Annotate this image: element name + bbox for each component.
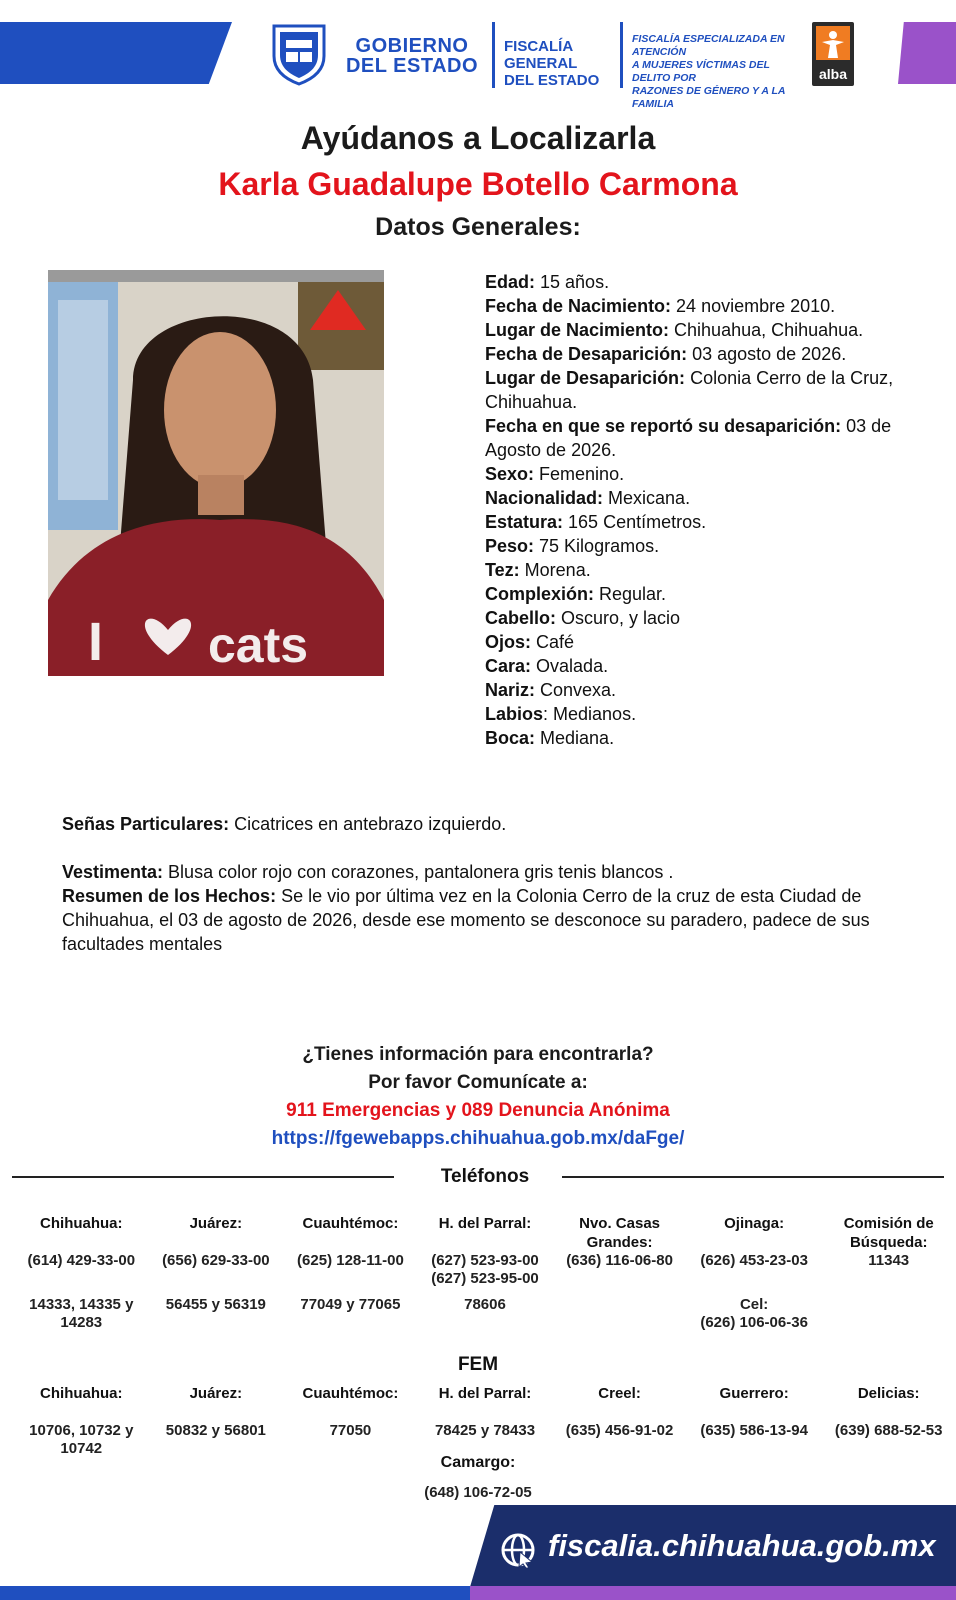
fem-logo-text [632, 33, 802, 111]
info-value: 75 Kilogramos. [534, 536, 660, 556]
table-cell: (636) 116-06-80 [566, 1252, 673, 1269]
info-row [485, 606, 940, 630]
table-cell: (635) 586-13-94 [700, 1422, 808, 1439]
senas-value: Cicatrices en antebrazo izquierdo. [229, 814, 507, 834]
table-header: Cuauhtémoc: [302, 1385, 399, 1402]
info-label: Fecha de Desaparición: [485, 344, 688, 364]
info-label: Cabello: [485, 608, 557, 628]
table-cell: 14333, 14335 y 14283 [29, 1296, 134, 1331]
info-label: Sexo: [485, 464, 535, 484]
info-value: 24 noviembre 2010. [671, 296, 836, 316]
header-divider [620, 22, 623, 88]
info-row [485, 726, 940, 750]
table-cell: (639) 688-52-53 [834, 1422, 943, 1439]
table-cell: (626) 453-23-03 [700, 1252, 808, 1269]
table-cell: 77049 y 77065 [300, 1296, 401, 1313]
info-row [485, 318, 940, 342]
info-row [485, 630, 940, 654]
info-row [485, 342, 940, 366]
portrait-illustration [48, 270, 384, 676]
report-url-link[interactable]: https://fgewebapps.chihuahua.gob.mx/daFge/ [271, 1128, 685, 1149]
divider-line [12, 1176, 394, 1178]
table-header: Comisión de Búsqueda: [843, 1215, 934, 1251]
info-row [485, 654, 940, 678]
info-label: Fecha de Nacimiento: [485, 296, 672, 316]
info-label: Boca: [485, 728, 536, 748]
header-purple-band [898, 22, 956, 84]
telefonos-table [14, 1214, 956, 1336]
table-cell: 78425 y 78433 [434, 1422, 536, 1439]
contact-question: ¿Tienes información para encontrarla? [302, 1044, 654, 1065]
general-data-list [485, 270, 940, 750]
resumen-label: Resumen de los Hechos: [62, 886, 277, 906]
senas-label: Señas Particulares: [62, 814, 230, 834]
contact-please: Por favor Comunícate a: [368, 1072, 588, 1093]
info-value: Mediana. [535, 728, 615, 748]
info-row [485, 270, 940, 294]
info-value: 15 años. [535, 272, 610, 292]
info-row [485, 534, 940, 558]
fiscalia-logo-text [504, 38, 614, 89]
info-value: Café [531, 632, 575, 652]
info-label: Peso: [485, 536, 535, 556]
table-cell: 50832 y 56801 [165, 1422, 266, 1439]
footer-website-link[interactable]: fiscalia.chihuahua.gob.mx [548, 1528, 936, 1563]
info-value: Mexicana. [603, 488, 691, 508]
table-header: Chihuahua: [40, 1215, 123, 1232]
table-cell: 77050 [329, 1422, 372, 1439]
table-header: Creel: [598, 1385, 641, 1402]
info-value: Femenino. [534, 464, 625, 484]
table-cell: 11343 [868, 1252, 910, 1269]
divider-line [562, 1176, 944, 1178]
info-row [485, 558, 940, 582]
info-label: Edad: [485, 272, 536, 292]
info-label: Nariz: [485, 680, 536, 700]
table-header: H. del Parral: [438, 1215, 532, 1232]
table-cell: (656) 629-33-00 [162, 1252, 270, 1269]
info-label: Complexión: [485, 584, 595, 604]
section-subtitle: Datos Generales: [375, 213, 581, 241]
info-label: Estatura: [485, 512, 564, 532]
fem-line3: RAZONES DE GÉNERO Y A LA FAMILIA [632, 85, 786, 110]
info-row [485, 582, 940, 606]
fiscalia-line2: DEL ESTADO [504, 72, 600, 89]
info-row [485, 678, 940, 702]
info-value: : Medianos. [543, 704, 637, 724]
info-value: 165 Centímetros. [563, 512, 707, 532]
info-value: Convexa. [535, 680, 617, 700]
info-value: Oscuro, y lacio [556, 608, 681, 628]
camargo-label: Camargo: [440, 1454, 516, 1471]
shirt-text-i: I [88, 612, 104, 672]
missing-person-name: Karla Guadalupe Botello Carmona [218, 166, 738, 202]
table-header: Juárez: [189, 1215, 243, 1232]
gobierno-logo-text [338, 36, 486, 76]
table-header: H. del Parral: [438, 1385, 532, 1402]
table-cell: (627) 523-93-00 (627) 523-95-00 [431, 1252, 539, 1287]
missing-person-photo [48, 270, 384, 676]
info-row [485, 486, 940, 510]
table-cell: (614) 429-33-00 [27, 1252, 136, 1269]
table-cell: 10706, 10732 y 10742 [29, 1422, 134, 1457]
table-header: Nvo. Casas Grandes: [579, 1215, 660, 1251]
info-value: Morena. [519, 560, 591, 580]
page-title: Ayúdanos a Localizarla [300, 120, 656, 156]
info-value: Colonia Cerro de la Cruz, Chihuahua. [485, 368, 894, 412]
vestimenta-label: Vestimenta: [62, 862, 164, 882]
fem-line1: FISCALÍA ESPECIALIZADA EN ATENCIÓN [632, 33, 785, 58]
info-value: Regular. [594, 584, 667, 604]
fiscalia-line1: FISCALÍA GENERAL [504, 38, 578, 72]
table-cell: (625) 128-11-00 [297, 1252, 404, 1269]
info-label: Ojos: [485, 632, 532, 652]
info-row [485, 462, 940, 486]
info-label: Nacionalidad: [485, 488, 604, 508]
info-row [485, 366, 940, 414]
gobierno-line1: GOBIERNO [355, 35, 469, 57]
table-cell: (635) 456-91-02 [565, 1422, 674, 1439]
info-value: 03 agosto de 2026. [687, 344, 847, 364]
globe-cursor-icon [500, 1532, 536, 1568]
table-header: Cuauhtémoc: [302, 1215, 399, 1232]
info-label: Fecha en que se reportó su desaparición: [485, 416, 842, 436]
table-header: Ojinaga: [724, 1215, 785, 1232]
info-row [485, 702, 940, 726]
info-value: Ovalada. [531, 656, 609, 676]
info-row [485, 510, 940, 534]
header-blue-band [0, 22, 232, 84]
header-divider [492, 22, 495, 88]
info-label: Labios [485, 704, 544, 724]
alba-label: alba [818, 66, 847, 82]
info-label: Lugar de Desaparición: [485, 368, 686, 388]
table-header: Chihuahua: [40, 1385, 123, 1402]
table-cell [821, 1296, 956, 1336]
info-row [485, 294, 940, 318]
table-cell: 78606 [464, 1296, 506, 1313]
fem-line2: A MUJERES VÍCTIMAS DEL DELITO POR [632, 59, 770, 84]
camargo-phone: (648) 106-72-05 [424, 1484, 532, 1501]
shirt-text-cats: cats [208, 617, 309, 673]
table-cell [552, 1296, 687, 1336]
distinguishing-marks [62, 812, 932, 836]
info-label: Cara: [485, 656, 532, 676]
info-row [485, 414, 940, 462]
resumen-value: Se le vio por última vez en la Colonia Cerro de la cruz de esta Ciudad de Chihuahua, el 03 de agosto de 2026, desde ese momento se desconoce su paradero, padece de sus facultades mentales [62, 886, 870, 954]
clothing-and-summary [62, 860, 932, 956]
alba-figure-icon [816, 26, 850, 60]
table-cell: 56455 y 56319 [165, 1296, 266, 1313]
telefonos-title: Teléfonos [440, 1166, 530, 1187]
gobierno-line2: DEL ESTADO [345, 55, 479, 77]
info-value: Chihuahua, Chihuahua. [669, 320, 864, 340]
table-header: Guerrero: [719, 1385, 789, 1402]
footer-purple-stripe [470, 1586, 956, 1600]
table-cell: Cel: (626) 106-06-36 [700, 1296, 808, 1331]
info-label: Tez: [485, 560, 520, 580]
info-label: Lugar de Nacimiento: [485, 320, 670, 340]
table-header: Delicias: [857, 1385, 920, 1402]
vestimenta-value: Blusa color rojo con corazones, pantalonera gris tenis blancos . [163, 862, 674, 882]
fem-title: FEM [457, 1354, 499, 1375]
state-shield-icon [270, 22, 328, 86]
info-value: 03 de Agosto de 2026. [485, 416, 892, 460]
table-header: Juárez: [189, 1385, 243, 1402]
footer-blue-stripe [0, 1586, 470, 1600]
emergency-numbers: 911 Emergencias y 089 Denuncia Anónima [286, 1100, 670, 1121]
